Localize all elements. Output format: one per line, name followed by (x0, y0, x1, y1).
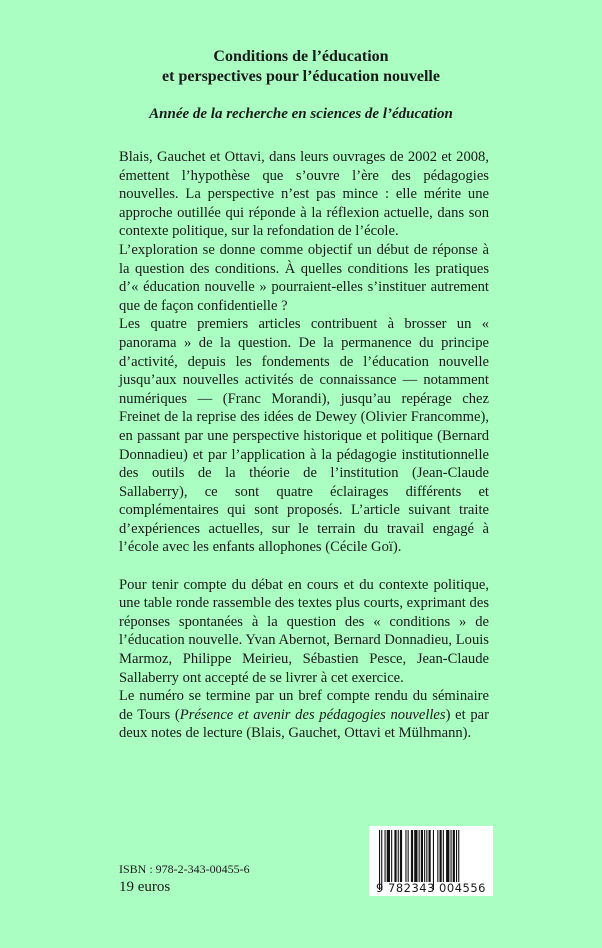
text: ) et par deux notes de lecture (Blais, Gauchet, Ottavi et Mülhmann). (119, 706, 490, 742)
barcode-bar (456, 830, 457, 882)
book-title (0, 47, 602, 87)
barcode-bar (394, 830, 396, 882)
paragraph: Les quatre premiers articles contribuent à brosser un « panorama » de la question. De la permanence du principe d’activité, depuis les fondements de l’éducation nouvelle jusqu’aux nouvelles activités de connaissance — notamment numériques — (Franc Morandi), jusqu’au repérage chez Freinet de la reprise des idées de Dewey (Olivier Francomme), en passant par une perspective historique et politique (Bernard Donnadieu) et par l’application à la pédagogie institutionnelle des outils de la théorie de l’institution (Jean-Claude Sallaberry), ce sont quatre éclairages différents et complémentaires qui sont proposés. L’article suivant traite d’expériences actuelles, sur le terrain du travail engagé à l’école avec les enfants allophones (Cécile Goï). (119, 316, 489, 556)
barcode-bar (451, 830, 452, 882)
barcode-bar (414, 830, 417, 882)
barcode-bar (443, 830, 444, 882)
barcode-bar (419, 830, 420, 882)
paragraph: L’exploration se donne comme objectif un début de réponse à la question des conditions. À quelles conditions les pratiques d’« éducation nouvelle » pourraient-elles s’instituer autrement que de façon confidentielle ? (119, 241, 489, 314)
barcode-bar (387, 830, 390, 882)
paragraph-last (119, 687, 489, 743)
barcode-bar (437, 830, 438, 882)
barcode (369, 826, 493, 896)
barcode-bar (398, 830, 399, 882)
paragraph: Pour tenir compte du débat en cours et du contexte politique, une table ronde rassemble des textes plus courts, exprimant des réponses spontanées à la question des « conditions » de l’éducation nouvelle. Yvan Abernot, Bernard Donnadieu, Louis Marmoz, Philippe Meirieu, Sébastien Pesce, Jean-Claude Sallaberry ont accepté de se livrer à cet exercice. (119, 576, 489, 686)
paragraph: Blais, Gauchet et Ottavi, dans leurs ouvrages de 2002 et 2008, émettent l’hypothèse que s’ouvre l’ère des pédagogies nouvelles. La perspective n’est pas mince : elle mérite une approche outillée qui réponde à la réflexion actuelle, dans son contexte politique, sur la refondation de l’école. (119, 149, 489, 240)
barcode-bar (411, 830, 413, 882)
barcode-bar (405, 830, 406, 882)
price: 19 euros (119, 879, 171, 895)
text: Le numéro se termine par un bref compte rendu du séminaire de Tours ( (119, 688, 489, 723)
barcode-bar (400, 830, 402, 882)
barcode-bar (424, 830, 425, 882)
isbn: ISBN : 978-2-343-00455-6 (119, 862, 250, 876)
back-cover-text (119, 148, 489, 743)
barcode-number: 9 782343 004556 (376, 881, 486, 895)
title-line-2: et perspectives pour l’éducation nouvelle (162, 68, 440, 85)
barcode-bar (391, 830, 392, 882)
barcode-bar (421, 830, 423, 882)
barcode-bar (458, 830, 459, 882)
barcode-bar (440, 830, 442, 882)
barcode-bar (453, 830, 455, 882)
barcode-bar (385, 830, 386, 882)
barcode-bar (426, 830, 427, 882)
barcode-bar (408, 830, 409, 882)
seminar-title: Présence et avenir des pédagogies nouvelles (179, 706, 446, 723)
barcode-bar (446, 830, 449, 882)
barcode-bar (429, 830, 431, 882)
title-line-1: Conditions de l’éducation (213, 48, 389, 65)
series-subtitle: Année de la recherche en sciences de l’éducation (149, 106, 453, 122)
